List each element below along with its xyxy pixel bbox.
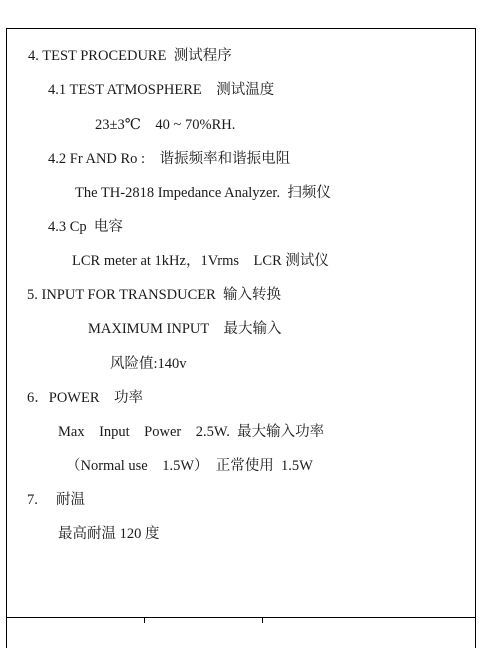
section-4-2-heading: 4.2 Fr AND Ro : 谐振频率和谐振电阻	[48, 151, 291, 167]
section-4-1-heading: 4.1 TEST ATMOSPHERE 测试温度	[48, 82, 275, 98]
section-7-value: 最高耐温 120 度	[58, 526, 160, 542]
section-4-3-value: LCR meter at 1kHz，1Vrms LCR 测试仪	[72, 253, 329, 269]
table-column-divider	[262, 617, 263, 623]
section-4-heading: 4. TEST PROCEDURE 测试程序	[28, 48, 232, 64]
table-bottom-rule	[6, 617, 476, 618]
section-7-heading: 7. 耐温	[27, 492, 85, 508]
section-4-2-value: The TH-2818 Impedance Analyzer. 扫频仪	[75, 185, 331, 201]
section-4-3-heading: 4.3 Cp 电容	[48, 219, 123, 235]
section-5-risk-value: 风险值:140v	[110, 356, 187, 372]
section-4-1-value: 23±3℃ 40 ~ 70%RH.	[95, 117, 236, 133]
section-5-heading: 5. INPUT FOR TRANSDUCER 输入转换	[27, 287, 282, 303]
document-page-frame	[6, 28, 476, 648]
section-5-max-input: MAXIMUM INPUT 最大输入	[88, 321, 282, 337]
section-6-normal-use: （Normal use 1.5W） 正常使用 1.5W	[66, 458, 313, 474]
section-6-heading: 6．POWER 功率	[27, 390, 143, 406]
table-column-divider	[144, 617, 145, 623]
section-6-max-power: Max Input Power 2.5W. 最大输入功率	[58, 424, 325, 440]
